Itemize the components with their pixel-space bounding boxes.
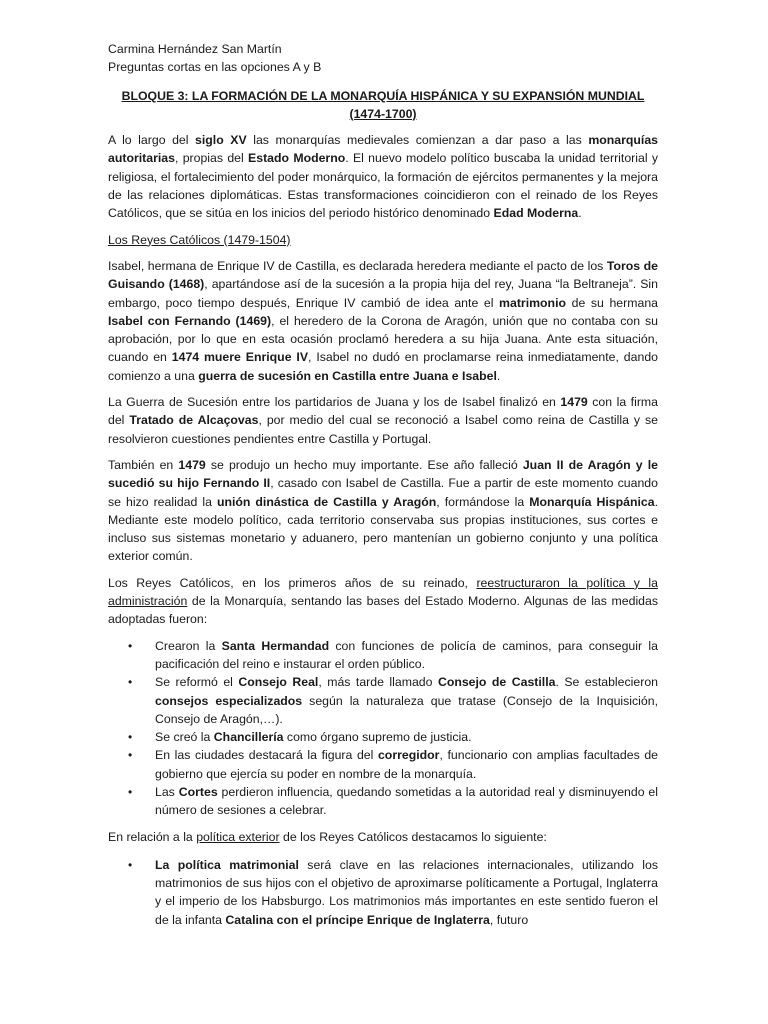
intro-emphasis: Estado Moderno bbox=[248, 151, 346, 166]
document-page bbox=[108, 40, 658, 929]
paragraph-foreign-policy bbox=[108, 828, 658, 846]
list-item-emphasis: Consejo de Castilla bbox=[437, 675, 556, 690]
foreign-policy-list bbox=[108, 856, 658, 929]
list-item bbox=[128, 637, 658, 674]
paragraph-text: de su hermana bbox=[566, 295, 658, 310]
list-item-text: Se creó la bbox=[155, 730, 214, 745]
list-item-emphasis: Catalina con el príncipe Enrique de Inglaterra bbox=[225, 912, 490, 927]
paragraph-text: con la firma del bbox=[108, 395, 658, 428]
intro-emphasis: siglo XV bbox=[195, 133, 247, 148]
list-item-text: será clave en las relaciones internacionales, utilizando los matrimonios de sus hijos con el objetivo de aproximarse políticamente a Portugal, Inglaterra y el imperio de los Habsburgo. Los matrimonios más importantes en este sentido fueron el de la infanta bbox=[155, 857, 658, 927]
paragraph-emphasis: Juan II de Aragón y le sucedió su hijo Fernando II bbox=[108, 457, 658, 491]
list-item bbox=[128, 856, 658, 929]
bullet-icon: • bbox=[128, 784, 133, 799]
paragraph-emphasis: Tratado de Alcaçovas bbox=[129, 413, 259, 428]
paragraph-emphasis: unión dinástica de Castilla y Aragón bbox=[216, 494, 437, 509]
paragraph-text: , por medio del cual se reconoció a Isabel como reina de Castilla y se resolvieron cuestiones pendientes entre Castilla y Portugal. bbox=[108, 413, 659, 446]
list-item bbox=[128, 783, 659, 820]
list-item-text: como órgano supremo de justicia. bbox=[283, 730, 472, 745]
paragraph-text: se produjo un hecho muy importante. Ese año falleció bbox=[205, 457, 523, 472]
paragraph-succession bbox=[108, 257, 658, 385]
paragraph-emphasis: 1479 bbox=[178, 457, 206, 472]
list-item-text: con funciones de policía de caminos, para conseguir la pacificación del reino e instaurar el orden público. bbox=[155, 638, 658, 671]
intro-text: las monarquías medievales comienzan a dar paso a las bbox=[246, 133, 589, 148]
list-item-emphasis: Cortes bbox=[178, 784, 218, 799]
paragraph-emphasis: Isabel con Fernando (1469) bbox=[108, 313, 272, 328]
bullet-icon: • bbox=[128, 638, 133, 653]
paragraph-underline: reestructuraron la política y la administración bbox=[108, 575, 658, 609]
intro-text: , propias del bbox=[174, 151, 249, 166]
paragraph-text: . bbox=[496, 368, 501, 383]
intro-emphasis: Edad Moderna bbox=[493, 206, 579, 221]
intro-text: A lo largo del bbox=[108, 133, 196, 148]
paragraph-emphasis: matrimonio bbox=[499, 295, 567, 310]
paragraph-emphasis: guerra de sucesión en Castilla entre Juana e Isabel bbox=[198, 368, 497, 383]
paragraph-text: , Isabel no dudó en proclamarse reina inmediatamente, dando comienzo a una bbox=[108, 350, 658, 383]
list-item-text: , funcionario con amplias facultades de gobierno que ejercía su poder en nombre de la monarquía. bbox=[155, 748, 658, 781]
list-item bbox=[128, 673, 659, 728]
paragraph-text: , casado con Isabel de Castilla. Fue a partir de este momento cuando se hizo realidad la bbox=[108, 476, 658, 509]
page-title bbox=[108, 87, 658, 124]
paragraph-text: Los Reyes Católicos, en los primeros años de su reinado, bbox=[108, 575, 477, 590]
paragraph-text: , apartándose así de la sucesión a la propia hija del rey, Juana “la Beltraneja”. Sin embargo, poco tiempo después, Enrique IV cambió de idea ante el bbox=[108, 277, 658, 310]
author-name: Carmina Hernández San Martín bbox=[108, 42, 282, 56]
intro-emphasis: monarquías autoritarias bbox=[108, 133, 659, 166]
paragraph-underline: política exterior bbox=[196, 829, 280, 844]
section-heading: Los Reyes Católicos (1479-1504) bbox=[108, 232, 291, 247]
paragraph-emphasis: 1479 bbox=[560, 395, 588, 410]
list-item-text: Crearon la bbox=[155, 638, 222, 653]
paragraph-war bbox=[108, 393, 658, 448]
list-item-text: . Se establecieron bbox=[555, 675, 659, 690]
list-item-emphasis: consejos especializados bbox=[155, 693, 303, 708]
intro-text: . bbox=[578, 206, 582, 221]
bullet-icon: • bbox=[128, 748, 133, 763]
paragraph-emphasis: 1474 muere Enrique IV bbox=[171, 350, 309, 365]
list-item-text: Se reformó el bbox=[155, 675, 239, 690]
bullet-icon: • bbox=[128, 857, 133, 872]
bullet-icon: • bbox=[128, 675, 133, 690]
measures-list bbox=[108, 637, 658, 820]
paragraph-text: , el heredero de la Corona de Aragón, unión que no contaba con su aprobación, por lo que en esta ocasión proclamó heredera a su hija Juana. Ante esta situación, cuando en bbox=[108, 313, 658, 365]
paragraph-text: de los Reyes Católicos destacamos lo siguiente: bbox=[279, 829, 547, 844]
paragraph-text: de la Monarquía, sentando las bases del Estado Moderno. Algunas de las medidas adoptadas fueron: bbox=[108, 594, 658, 627]
title-line-2: (1474-1700) bbox=[349, 106, 417, 121]
list-item bbox=[128, 746, 658, 783]
list-item-emphasis: La política matrimonial bbox=[155, 857, 299, 872]
paragraph-text: , formándose la bbox=[436, 494, 530, 509]
intro-text: . El nuevo modelo político buscaba la unidad territorial y religiosa, el fortalecimiento del poder monárquico, la formación de ejércitos permanentes y la mejora de las relaciones diplomáticas. Estas transformaciones coincidieron con el reinado de los Reyes Católicos, que se sitúa en los inicios del periodo histórico denominado bbox=[108, 151, 659, 221]
title-line-1: BLOQUE 3: LA FORMACIÓN DE LA MONARQUÍA HISPÁNICA Y SU EXPANSIÓN MUNDIAL bbox=[121, 88, 645, 103]
list-item-emphasis: Santa Hermandad bbox=[221, 638, 330, 653]
list-item-text: perdieron influencia, quedando sometidas a la autoridad real y disminuyendo el número de sesiones a celebrar. bbox=[155, 784, 659, 818]
list-item-text: Las bbox=[155, 784, 179, 799]
list-item-emphasis: Consejo Real bbox=[238, 675, 319, 690]
paragraph-text: La Guerra de Sucesión entre los partidarios de Juana y los de Isabel finalizó en bbox=[108, 395, 561, 410]
paragraph-administration bbox=[108, 574, 658, 629]
paragraph-text: Isabel, hermana de Enrique IV de Castilla, es declarada heredera mediante el pacto de los bbox=[108, 258, 607, 273]
paragraph-text: En relación a la bbox=[108, 829, 197, 844]
intro-paragraph bbox=[108, 131, 658, 222]
list-item-emphasis: corregidor bbox=[377, 748, 440, 763]
list-item-text: según la naturaleza que tratase (Consejo de la Inquisición, Consejo de Aragón,…). bbox=[155, 693, 658, 726]
paragraph-union bbox=[108, 456, 658, 566]
paragraph-emphasis: Toros de Guisando (1468) bbox=[108, 258, 658, 292]
document-subtitle: Preguntas cortas en las opciones A y B bbox=[108, 60, 322, 75]
list-item-text: , más tarde llamado bbox=[318, 675, 438, 690]
list-item-emphasis: Chancillería bbox=[213, 730, 284, 745]
paragraph-emphasis: Monarquía Hispánica bbox=[529, 494, 655, 509]
list-item-text: , futuro bbox=[489, 912, 529, 927]
paragraph-text: . Mediante este modelo político, cada territorio conservaba sus propias instituciones, sus cortes e incluso sus sistemas monetario y aduanero, pero mantenían un gobierno conjunto y una política exterior común. bbox=[108, 494, 658, 564]
list-item-text: En las ciudades destacará la figura del bbox=[155, 748, 378, 763]
list-item bbox=[128, 728, 658, 746]
bullet-icon: • bbox=[128, 730, 133, 745]
paragraph-text: También en bbox=[108, 457, 179, 472]
